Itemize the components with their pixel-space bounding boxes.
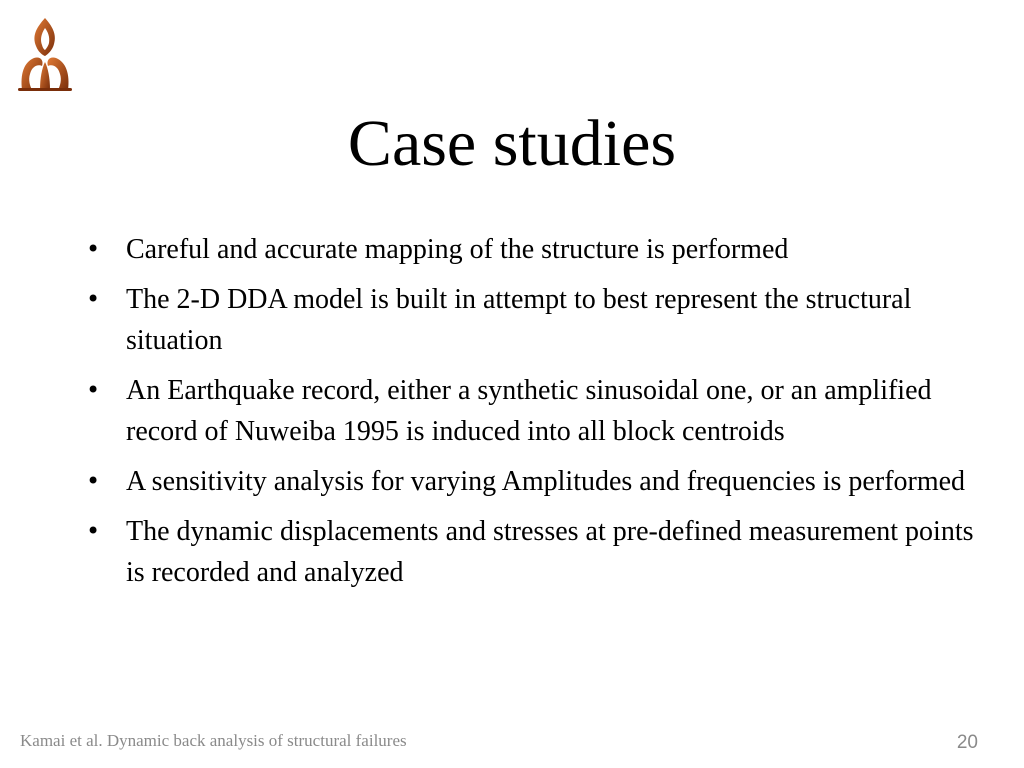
footer-citation: Kamai et al. Dynamic back analysis of structural failures [20, 731, 407, 750]
bullet-item-4 [84, 461, 984, 502]
bullet-marker: • [86, 285, 101, 313]
bullet-list [84, 229, 984, 602]
bullet-item-2 [84, 279, 984, 361]
page-number: 20 [956, 732, 978, 753]
bullet-marker: • [86, 235, 101, 263]
university-flame-logo-icon [14, 14, 76, 94]
bullet-text: An Earthquake record, either a synthetic sinusoidal one, or an amplified record of Nuweiba 1995 is induced into all block centroids [126, 375, 932, 447]
bullet-marker: • [86, 467, 101, 495]
slide-title: Case studies [347, 107, 677, 180]
bullet-text: The 2-D DDA model is built in attempt to best represent the structural situation [126, 284, 912, 356]
bullet-text: A sensitivity analysis for varying Amplitudes and frequencies is performed [126, 466, 966, 497]
bullet-marker: • [86, 376, 101, 404]
bullet-marker: • [86, 517, 101, 545]
bullet-text: Careful and accurate mapping of the structure is performed [126, 234, 789, 265]
bullet-item-5 [84, 511, 984, 593]
bullet-item-1 [84, 229, 984, 270]
bullet-text: The dynamic displacements and stresses at pre-defined measurement points is recorded and analyzed [126, 516, 974, 588]
bullet-item-3 [84, 370, 984, 452]
